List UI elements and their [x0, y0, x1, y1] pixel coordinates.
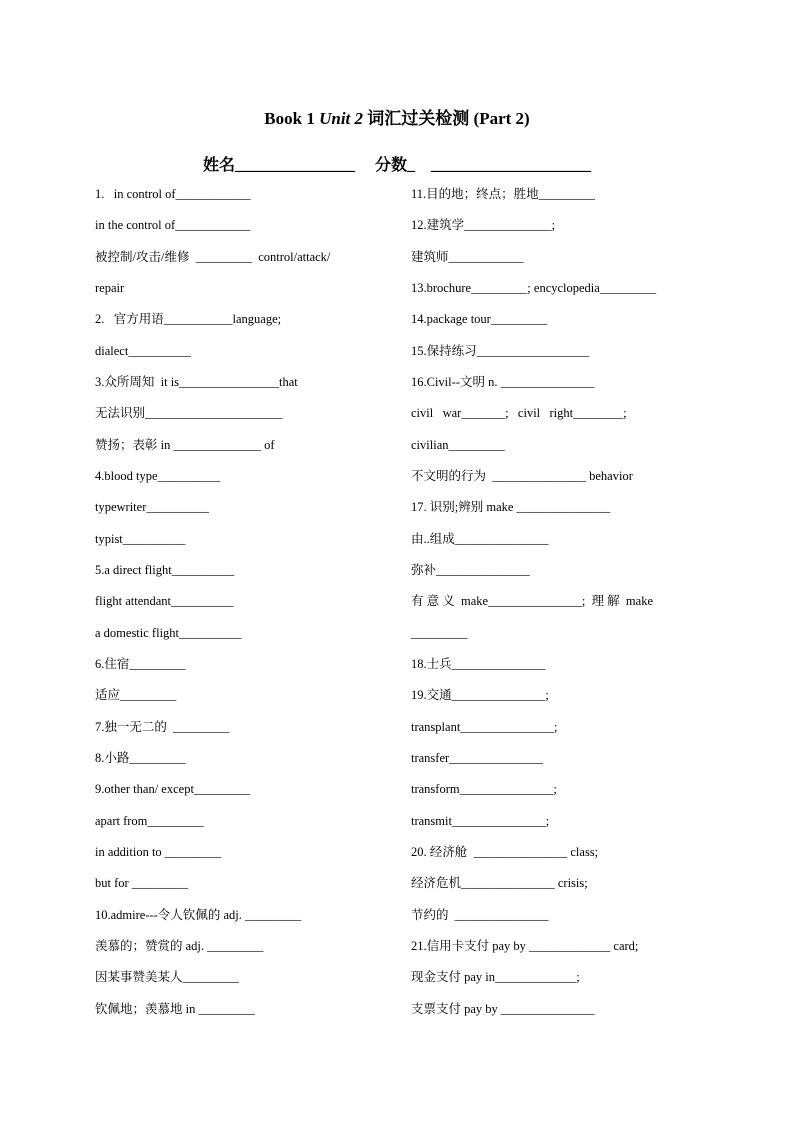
worksheet-line: transform_______________; — [411, 782, 557, 797]
worksheet-line: 16.Civil--文明 n. _______________ — [411, 374, 595, 389]
worksheet-line: civil war_______; civil right________; — [411, 406, 627, 421]
worksheet-line: 3.众所周知 it is________________that — [95, 374, 298, 389]
worksheet-line: typewriter__________ — [95, 500, 209, 515]
worksheet-line: 10.admire---令人钦佩的 adj. _________ — [95, 907, 302, 922]
page-title — [0, 104, 794, 129]
worksheet-line: 经济危机_______________ crisis; — [411, 876, 588, 891]
worksheet-line: 13.brochure_________; encyclopedia_________ — [411, 280, 657, 295]
worksheet-line: 7.独一无二的 _________ — [95, 719, 230, 734]
worksheet-line: repair — [95, 280, 125, 295]
title-prefix: Book 1 — [264, 109, 320, 128]
worksheet-line: 18.士兵_______________ — [411, 656, 546, 671]
name-score-line: 姓名_______________ 分数_ ____________________ — [202, 157, 591, 174]
worksheet-line: 19.交通_______________; — [411, 688, 549, 703]
worksheet-line: 被控制/攻击/维修 _________ control/attack/ — [95, 249, 331, 264]
worksheet-line: 钦佩地；羡慕地 in _________ — [95, 1001, 255, 1016]
worksheet-line: 8.小路_________ — [95, 750, 186, 765]
worksheet-line: 4.blood type__________ — [95, 468, 220, 483]
worksheet-line: 5.a direct flight__________ — [95, 562, 235, 577]
worksheet-line: flight attendant__________ — [95, 594, 234, 609]
left-column — [95, 184, 395, 1030]
worksheet-line: 建筑师____________ — [411, 249, 524, 264]
worksheet-line: 6.住宿_________ — [95, 656, 186, 671]
worksheet-line: a domestic flight__________ — [95, 625, 242, 640]
worksheet-line: 赞扬；表彰 in ______________ of — [95, 437, 275, 452]
worksheet-line: 节约的 _______________ — [411, 907, 549, 922]
worksheet-line: 9.other than/ except_________ — [95, 782, 251, 797]
worksheet-line: in addition to _________ — [95, 844, 222, 859]
worksheet-line: 无法识别______________________ — [95, 406, 283, 421]
worksheet-line: 弥补_______________ — [411, 562, 530, 577]
worksheet-line: 不文明的行为 _______________ behavior — [411, 468, 633, 483]
worksheet-line: 20. 经济舱 _______________ class; — [411, 844, 599, 859]
worksheet-line: 适应_________ — [95, 688, 177, 703]
worksheet-line: 11.目的地；终点；胜地_________ — [411, 187, 595, 201]
worksheet-line: 有 意 义 make_______________; 理 解 make — [411, 594, 653, 609]
worksheet-line: _________ — [411, 625, 468, 640]
worksheet-line: 现金支付 pay in_____________; — [411, 970, 580, 985]
worksheet-line: in the control of____________ — [95, 218, 251, 233]
worksheet-line: 由..组成_______________ — [411, 531, 549, 546]
worksheet-line: transplant_______________; — [411, 719, 558, 734]
worksheet-line: dialect__________ — [95, 343, 191, 358]
worksheet-line: typist__________ — [95, 531, 186, 546]
worksheet-line: 1. in control of____________ — [95, 187, 251, 201]
worksheet-line: 12.建筑学______________; — [411, 218, 556, 233]
worksheet-line: 因某事赞美某人_________ — [95, 970, 239, 985]
worksheet-line: 支票支付 pay by _______________ — [411, 1001, 595, 1016]
worksheet-line: transfer_______________ — [411, 750, 543, 765]
title-suffix: 词汇过关检测 (Part 2) — [363, 109, 530, 128]
worksheet-line: but for _________ — [95, 876, 189, 891]
worksheet-line: 17. 识别;辨别 make _______________ — [411, 500, 611, 515]
title-unit: Unit 2 — [319, 109, 364, 128]
worksheet-line: civilian_________ — [411, 437, 505, 452]
worksheet-line: 15.保持练习__________________ — [411, 343, 590, 358]
worksheet-line: 21.信用卡支付 pay by _____________ card; — [411, 938, 639, 953]
worksheet-line: 14.package tour_________ — [411, 312, 548, 327]
worksheet-line: apart from_________ — [95, 813, 204, 828]
worksheet-line: transmit_______________; — [411, 813, 550, 828]
worksheet-line: 羡慕的；赞赏的 adj. _________ — [95, 938, 264, 953]
right-column — [411, 184, 701, 1030]
worksheet-line: 2. 官方用语___________language; — [95, 312, 282, 327]
